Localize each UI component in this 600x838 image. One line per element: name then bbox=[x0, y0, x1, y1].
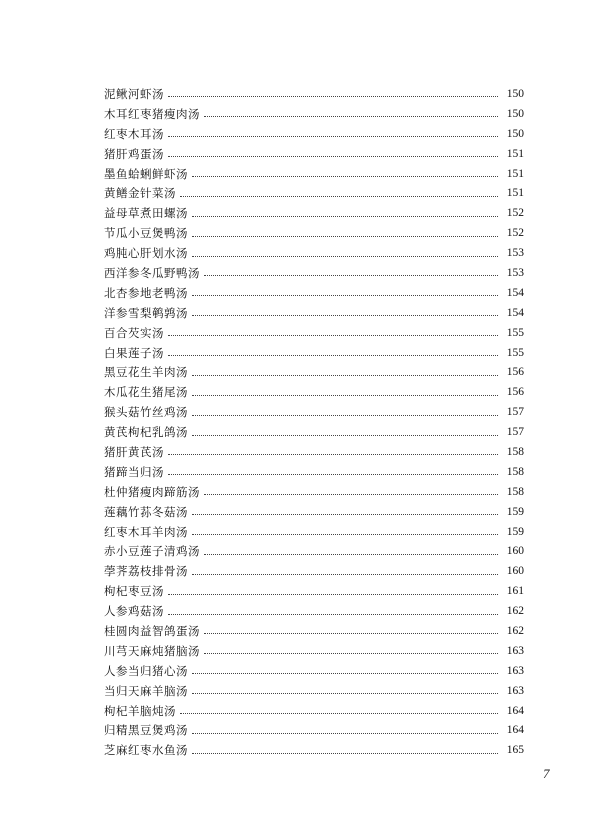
toc-entry-page: 162 bbox=[506, 605, 524, 618]
dot-leader bbox=[192, 216, 498, 217]
dot-leader bbox=[192, 415, 498, 416]
dot-leader bbox=[192, 236, 498, 237]
toc-entry-title: 猪肝鸡蛋汤 bbox=[104, 146, 164, 161]
toc-entry-page: 161 bbox=[506, 585, 524, 598]
toc-entry bbox=[104, 303, 524, 323]
dot-leader bbox=[192, 295, 498, 296]
dot-leader bbox=[192, 733, 498, 734]
toc-entry-title: 益母草煮田螺汤 bbox=[104, 206, 188, 221]
toc-entry-title: 黄鳝金针菜汤 bbox=[104, 186, 176, 201]
dot-leader bbox=[180, 713, 498, 714]
dot-leader bbox=[168, 474, 498, 475]
dot-leader bbox=[192, 574, 498, 575]
toc-entry-page: 159 bbox=[506, 525, 524, 538]
toc-entry-page: 159 bbox=[506, 505, 524, 518]
toc-entry-page: 163 bbox=[506, 664, 524, 677]
toc-entry-page: 163 bbox=[506, 644, 524, 657]
toc-entry bbox=[104, 104, 524, 124]
dot-leader bbox=[192, 435, 498, 436]
toc-entry-page: 153 bbox=[506, 266, 524, 279]
toc-entry-page: 152 bbox=[506, 227, 524, 240]
toc-entry bbox=[104, 581, 524, 601]
toc-entry-title: 枸杞枣豆汤 bbox=[104, 584, 164, 599]
toc-entry bbox=[104, 144, 524, 164]
toc-entry-title: 百合芡实汤 bbox=[104, 325, 164, 340]
toc-entry bbox=[104, 442, 524, 462]
toc-entry-title: 白果莲子汤 bbox=[104, 345, 164, 360]
toc-entry-title: 木瓜花生猪尾汤 bbox=[104, 385, 188, 400]
toc-entry bbox=[104, 502, 524, 522]
toc-entry-page: 164 bbox=[506, 704, 524, 717]
toc-entry-page: 150 bbox=[506, 87, 524, 100]
toc-entry bbox=[104, 601, 524, 621]
toc-entry-page: 158 bbox=[506, 485, 524, 498]
toc-entry bbox=[104, 402, 524, 422]
dot-leader bbox=[192, 534, 498, 535]
dot-leader bbox=[192, 375, 498, 376]
toc-entry-title: 红枣木耳羊肉汤 bbox=[104, 524, 188, 539]
dot-leader bbox=[204, 494, 498, 495]
dot-leader bbox=[168, 614, 498, 615]
dot-leader bbox=[168, 96, 498, 97]
toc-entry-page: 156 bbox=[506, 366, 524, 379]
toc-entry-title: 芝麻红枣水鱼汤 bbox=[104, 743, 188, 758]
toc-entry-title: 当归天麻羊脑汤 bbox=[104, 683, 188, 698]
toc-entry-title: 红枣木耳汤 bbox=[104, 126, 164, 141]
toc-entry-page: 163 bbox=[506, 684, 524, 697]
toc-entry-title: 杜仲猪瘦肉蹄筋汤 bbox=[104, 484, 200, 499]
toc-entry bbox=[104, 343, 524, 363]
dot-leader bbox=[168, 335, 498, 336]
toc-entry-title: 猴头菇竹丝鸡汤 bbox=[104, 405, 188, 420]
toc-entry-title: 木耳红枣猪瘦肉汤 bbox=[104, 106, 200, 121]
toc-entry-title: 莲藕竹荪冬菇汤 bbox=[104, 504, 188, 519]
toc-entry bbox=[104, 382, 524, 402]
toc-entry-title: 猪蹄当归汤 bbox=[104, 464, 164, 479]
table-of-contents bbox=[104, 84, 524, 760]
toc-entry-title: 荸荠荔枝排骨汤 bbox=[104, 564, 188, 579]
toc-entry-title: 泥鳅河虾汤 bbox=[104, 86, 164, 101]
toc-entry-page: 151 bbox=[506, 167, 524, 180]
toc-entry-page: 157 bbox=[506, 426, 524, 439]
toc-entry bbox=[104, 522, 524, 542]
dot-leader bbox=[204, 275, 498, 276]
dot-leader bbox=[168, 594, 498, 595]
toc-entry-page: 152 bbox=[506, 207, 524, 220]
toc-entry-page: 165 bbox=[506, 744, 524, 757]
toc-entry bbox=[104, 263, 524, 283]
toc-entry bbox=[104, 422, 524, 442]
toc-entry-page: 151 bbox=[506, 147, 524, 160]
toc-entry bbox=[104, 362, 524, 382]
dot-leader bbox=[168, 156, 498, 157]
toc-entry-title: 桂圆肉益智鸽蛋汤 bbox=[104, 623, 200, 638]
toc-entry bbox=[104, 621, 524, 641]
toc-entry-page: 160 bbox=[506, 545, 524, 558]
toc-entry bbox=[104, 641, 524, 661]
toc-entry-page: 158 bbox=[506, 465, 524, 478]
toc-entry-title: 黄芪枸杞乳鸽汤 bbox=[104, 425, 188, 440]
toc-entry bbox=[104, 561, 524, 581]
toc-entry bbox=[104, 164, 524, 184]
toc-entry-page: 160 bbox=[506, 565, 524, 578]
toc-entry-page: 154 bbox=[506, 286, 524, 299]
toc-entry-title: 归精黑豆煲鸡汤 bbox=[104, 723, 188, 738]
toc-entry bbox=[104, 681, 524, 701]
toc-entry bbox=[104, 740, 524, 760]
toc-entry-page: 155 bbox=[506, 326, 524, 339]
dot-leader bbox=[180, 196, 498, 197]
toc-entry-title: 赤小豆莲子清鸡汤 bbox=[104, 544, 200, 559]
toc-entry bbox=[104, 183, 524, 203]
toc-entry bbox=[104, 462, 524, 482]
toc-entry-page: 150 bbox=[506, 107, 524, 120]
toc-entry-title: 黑豆花生羊肉汤 bbox=[104, 365, 188, 380]
page-number: 7 bbox=[543, 766, 550, 781]
dot-leader bbox=[168, 454, 498, 455]
toc-entry-title: 鸡肫心肝划水汤 bbox=[104, 246, 188, 261]
toc-entry bbox=[104, 701, 524, 721]
dot-leader bbox=[168, 136, 498, 137]
toc-entry bbox=[104, 323, 524, 343]
toc-entry-page: 154 bbox=[506, 306, 524, 319]
toc-entry bbox=[104, 661, 524, 681]
dot-leader bbox=[192, 176, 498, 177]
toc-entry-page: 164 bbox=[506, 724, 524, 737]
dot-leader bbox=[192, 693, 498, 694]
dot-leader bbox=[192, 395, 498, 396]
toc-entry bbox=[104, 721, 524, 741]
dot-leader bbox=[192, 673, 498, 674]
toc-entry-title: 人参当归猪心汤 bbox=[104, 663, 188, 678]
toc-entry-title: 猪肝黄芪汤 bbox=[104, 444, 164, 459]
dot-leader bbox=[192, 315, 498, 316]
toc-entry-title: 西洋参冬瓜野鸭汤 bbox=[104, 265, 200, 280]
dot-leader bbox=[204, 653, 498, 654]
toc-entry-page: 150 bbox=[506, 127, 524, 140]
dot-leader bbox=[192, 256, 498, 257]
dot-leader bbox=[204, 554, 498, 555]
dot-leader bbox=[204, 116, 498, 117]
toc-entry-page: 162 bbox=[506, 624, 524, 637]
toc-entry bbox=[104, 223, 524, 243]
toc-entry-title: 川芎天麻炖猪脑汤 bbox=[104, 643, 200, 658]
dot-leader bbox=[192, 753, 498, 754]
toc-entry bbox=[104, 243, 524, 263]
toc-entry-page: 151 bbox=[506, 187, 524, 200]
toc-entry bbox=[104, 203, 524, 223]
toc-entry-title: 洋参雪梨鹌鹑汤 bbox=[104, 305, 188, 320]
toc-entry-page: 153 bbox=[506, 247, 524, 260]
dot-leader bbox=[192, 514, 498, 515]
toc-entry-page: 155 bbox=[506, 346, 524, 359]
toc-entry bbox=[104, 124, 524, 144]
toc-entry-title: 节瓜小豆煲鸭汤 bbox=[104, 226, 188, 241]
toc-entry-page: 158 bbox=[506, 445, 524, 458]
toc-entry bbox=[104, 541, 524, 561]
toc-entry bbox=[104, 283, 524, 303]
toc-entry-page: 157 bbox=[506, 406, 524, 419]
toc-entry-page: 156 bbox=[506, 386, 524, 399]
toc-entry-title: 枸杞羊脑炖汤 bbox=[104, 703, 176, 718]
toc-entry bbox=[104, 482, 524, 502]
toc-entry bbox=[104, 84, 524, 104]
toc-entry-title: 北杏参地老鸭汤 bbox=[104, 285, 188, 300]
toc-entry-title: 墨鱼蛤蜊鲜虾汤 bbox=[104, 166, 188, 181]
dot-leader bbox=[204, 633, 498, 634]
toc-entry-title: 人参鸡菇汤 bbox=[104, 604, 164, 619]
dot-leader bbox=[168, 355, 498, 356]
